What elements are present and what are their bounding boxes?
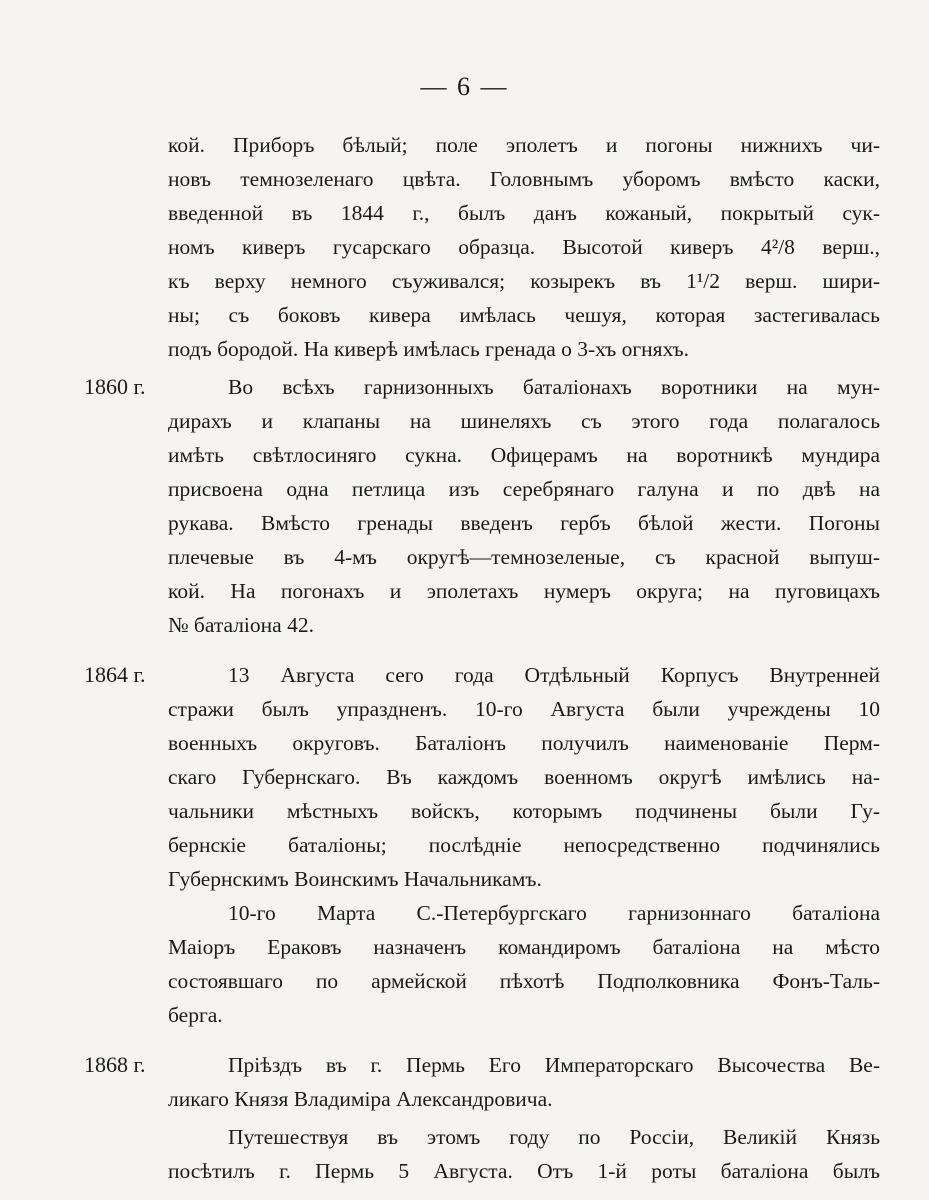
- text-line: бернскіе баталіоны; послѣдніе непосредственно подчинялись: [168, 833, 880, 857]
- text-line: рукава. Вмѣсто гренады введенъ гербъ бѣлой жести. Погоны: [168, 511, 880, 535]
- text-line: посѣтилъ г. Пермь 5 Августа. Отъ 1-й роты баталіона былъ: [168, 1159, 880, 1183]
- text-line: кой. На погонахъ и эполетахъ нумеръ округа; на пуговицахъ: [168, 579, 880, 603]
- text-line: № баталіона 42.: [168, 613, 314, 637]
- text-line: Путешествуя въ этомъ году по Россіи, Великій Князь: [228, 1125, 880, 1149]
- page-number: — 6 —: [420, 72, 509, 101]
- show-through-left: [72, 128, 162, 1028]
- year-label: 1864 г.: [84, 662, 146, 687]
- show-through-right: [884, 128, 929, 1028]
- text-line: подъ бородой. На киверѣ имѣлась гренада о 3-хъ огняхъ.: [168, 337, 689, 361]
- text-line: состоявшаго по армейской пѣхотѣ Подполковника Фонъ-Таль-: [168, 969, 880, 993]
- text-line: скаго Губернскаго. Въ каждомъ военномъ округѣ имѣлись на-: [168, 765, 880, 789]
- text-line: военныхъ округовъ. Баталіонъ получилъ наименованіе Перм-: [168, 731, 880, 755]
- text-line: номъ киверъ гусарскаго образца. Высотой киверъ 4²/8 верш.,: [168, 235, 880, 259]
- year-label: 1868 г.: [84, 1052, 146, 1077]
- year-label: 1860 г.: [84, 374, 146, 399]
- text-line: берга.: [168, 1003, 223, 1027]
- text-line: 13 Августа сего года Отдѣльный Корпусъ Внутренней: [228, 663, 880, 687]
- text-line: введенной въ 1844 г., былъ данъ кожаный, покрытый сук-: [168, 201, 880, 225]
- text-line: къ верху немного съуживался; козырекъ въ 1¹/2 верш. шири-: [168, 269, 880, 293]
- text-line: дирахъ и клапаны на шинеляхъ съ этого года полагалось: [168, 409, 880, 433]
- text-line: плечевые въ 4-мъ округѣ—темнозеленые, съ красной выпуш-: [168, 545, 880, 569]
- text-line: имѣть свѣтлосиняго сукна. Офицерамъ на воротникѣ мундира: [168, 443, 880, 467]
- text-line: Губернскимъ Воинскимъ Начальникамъ.: [168, 867, 542, 891]
- text-line: кой. Приборъ бѣлый; поле эполетъ и погоны нижнихъ чи-: [168, 133, 880, 157]
- text-line: Маіоръ Ераковъ назначенъ командиромъ баталіона на мѣсто: [168, 935, 880, 959]
- text-line: новъ темнозеленаго цвѣта. Головнымъ уборомъ вмѣсто каски,: [168, 167, 880, 191]
- text-line: Во всѣхъ гарнизонныхъ баталіонахъ воротники на мун-: [228, 375, 880, 399]
- text-line: 10-го Марта С.-Петербургскаго гарнизоннаго баталіона: [228, 901, 880, 925]
- text-line: чальники мѣстныхъ войскъ, которымъ подчинены были Гу-: [168, 799, 880, 823]
- text-line: Пріѣздъ въ г. Пермь Его Императорскаго Высочества Ве-: [228, 1053, 880, 1077]
- text-line: ны; съ боковъ кивера имѣлась чешуя, которая застегивалась: [168, 303, 880, 327]
- text-line: стражи былъ упраздненъ. 10-го Августа были учреждены 10: [168, 697, 880, 721]
- text-line: ликаго Князя Владиміра Александровича.: [168, 1087, 553, 1111]
- text-line: присвоена одна петлица изъ серебрянаго галуна и по двѣ на: [168, 477, 880, 501]
